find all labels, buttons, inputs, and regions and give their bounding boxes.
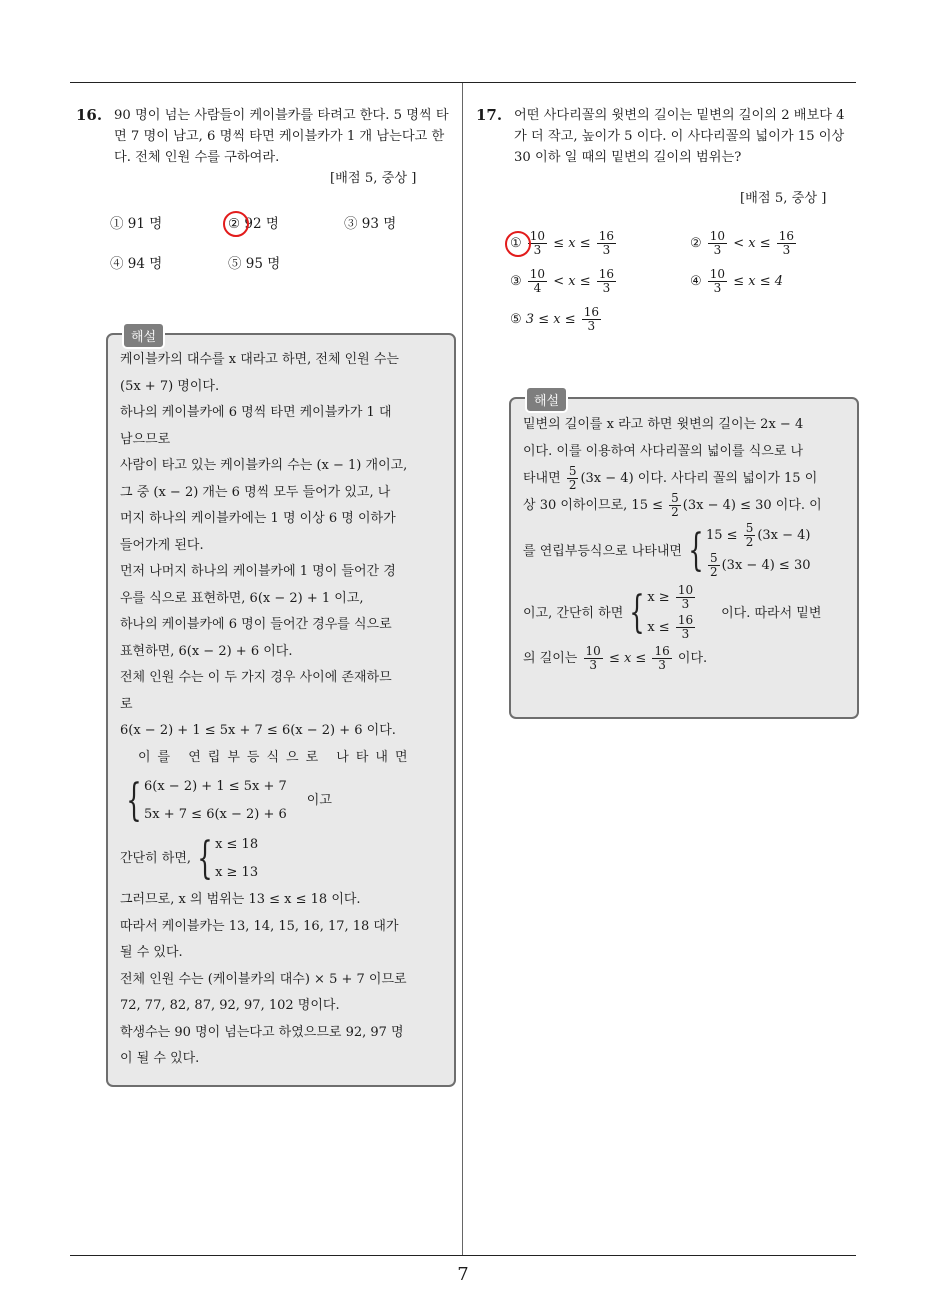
fraction: $\frac{16}{3}$	[583, 305, 600, 333]
solution-line: 학생수는 90 명이 넘는다고 하였으므로 92, 97 명	[120, 1024, 404, 1040]
solution-line: 밑변의 길이를 x 라고 하면 윗변의 길이는 2x − 4	[523, 417, 804, 432]
choice-mark: ③	[510, 274, 522, 289]
solution-line: 사람이 타고 있는 케이블카의 수는 (x − 1) 개이고,	[120, 458, 408, 473]
choice-2[interactable]	[228, 212, 279, 232]
system-line: 5x + 7 ≤ 6(x − 2) + 6	[144, 807, 287, 822]
solution-line: 를 연립부등식으로 나타내면	[523, 543, 682, 559]
solution-line: 따라서 케이블카는 13, 14, 15, 16, 17, 18 대가	[120, 918, 399, 934]
solution-text	[511, 399, 857, 682]
question-number: 16.	[76, 106, 103, 124]
system-line: 6(x − 2) + 1 ≤ 5x + 7	[144, 779, 287, 794]
q16-solution-box	[106, 330, 456, 1087]
system-line: x ≤ $\frac{16}{3}$	[647, 613, 694, 641]
solution-line: 의 길이는 $\frac{10}{3}$ ≤ x ≤ $\frac{16}{3}$ 이다.	[523, 644, 708, 672]
choice-4[interactable]	[690, 268, 783, 295]
solution-line: 케이블카의 대수를 x 대라고 하면, 전체 인원 수는	[120, 352, 399, 367]
system-line: x ≤ 18	[215, 837, 259, 852]
solution-line: 이다. 이를 이용하여 사다리꼴의 넓이를 식으로 나	[523, 444, 804, 459]
question-text: 어떤 사다리꼴의 윗변의 길이는 밑변의 길이의 2 배보다 4 가 더 작고, 높이가 5 이다. 이 사다리꼴의 넓이가 15 이상 30 이하 일 때의 밑변의 길이의 범위는?	[514, 108, 845, 165]
system-line: $\frac{5}{2}$ (3x − 4) ≤ 30	[709, 551, 811, 579]
solution-line: 6(x − 2) + 1 ≤ 5x + 7 ≤ 6(x − 2) + 6 이다.	[120, 723, 396, 738]
column-divider	[462, 83, 463, 1255]
relation: ≤ x ≤	[553, 236, 591, 251]
choice-label: 92 명	[244, 216, 279, 232]
system-line: 15 ≤ $\frac{5}{2}$ (3x − 4)	[705, 521, 811, 549]
fraction: $\frac{16}{3}$	[598, 267, 615, 295]
brace-symbol: {	[629, 587, 646, 638]
choice-mark: ⑤	[510, 312, 522, 327]
solution-line: 그러므로, x 의 범위는 13 ≤ x ≤ 18 이다.	[120, 892, 361, 907]
brace-symbol: {	[688, 525, 704, 576]
choice-label: 94 명	[127, 256, 163, 272]
solution-line: 머지 하나의 케이블카에는 1 명 이상 6 명 이하가	[120, 511, 396, 526]
system-line: x ≥ 13	[215, 865, 259, 880]
relation: < x ≤	[733, 236, 771, 251]
fraction: $\frac{10}{3}$	[709, 229, 726, 257]
solution-line: 간단히 하면,	[120, 850, 192, 866]
relation: ≤ x ≤ 4	[733, 274, 784, 289]
brace-symbol: {	[126, 775, 142, 826]
system-line: x ≥ $\frac{10}{3}$	[647, 583, 694, 611]
solution-line: 이를 연립부등식으로 나타내면	[138, 749, 415, 765]
bottom-rule	[70, 1255, 856, 1256]
solution-line: 들어가게 된다.	[120, 537, 204, 553]
solution-line: 우를 식으로 표현하면, 6(x − 2) + 1 이고,	[120, 590, 364, 606]
solution-line: 상 30 이하이므로, 15 ≤ $\frac{5}{2}$ (3x − 4) ≤ 30 이다. 이	[523, 491, 822, 519]
top-rule	[70, 82, 856, 83]
relation: < x ≤	[553, 274, 591, 289]
answer-circle-mark	[223, 211, 249, 237]
choice-5[interactable]	[510, 306, 603, 333]
choice-4[interactable]	[110, 252, 162, 272]
choice-3[interactable]	[510, 268, 618, 295]
page-number: 7	[457, 1264, 469, 1285]
q17-solution-box	[509, 394, 859, 719]
answer-circle-mark	[505, 231, 531, 257]
choice-mark: ③	[344, 216, 358, 232]
choice-mark: ④	[690, 274, 702, 289]
choice-mark: ②	[228, 216, 240, 232]
question-text: 90 명이 넘는 사람들이 케이블카를 타려고 한다. 5 명씩 타면 7 명이 남고, 6 명씩 타면 케이블카가 1 개 남는다고 한다. 전체 인원 수를 구하여라.	[114, 108, 449, 165]
system-tail: 이고	[306, 792, 332, 808]
solution-line: 남으므로	[120, 431, 171, 447]
solution-line: 타내면 $\frac{5}{2}$ (3x − 4) 이다. 사다리 꼴의 넓이가 15 이	[523, 464, 818, 492]
choice-label: 95 명	[245, 256, 281, 272]
solution-line: 이 될 수 있다.	[120, 1051, 200, 1066]
question-16	[76, 105, 454, 168]
choice-label: 93 명	[361, 216, 397, 232]
solution-line: 전체 인원 수는 (케이블카의 대수) × 5 + 7 이므로	[120, 971, 407, 987]
solution-line: 72, 77, 82, 87, 92, 97, 102 명이다.	[120, 998, 340, 1013]
question-number: 17.	[476, 106, 503, 124]
question-meta: [배점 5, 중상 ]	[330, 171, 417, 186]
solution-line: 이다. 따라서 밑변	[721, 605, 822, 621]
choice-3[interactable]	[344, 212, 396, 232]
solution-line: 그 중 (x − 2) 개는 6 명씩 모두 들어가 있고, 나	[120, 484, 391, 500]
fraction: $\frac{16}{3}$	[778, 229, 795, 257]
solution-line: 이고, 간단히 하면	[523, 605, 624, 621]
choice-mark: ⑤	[228, 256, 242, 272]
solution-line: 표현하면, 6(x − 2) + 6 이다.	[120, 643, 293, 659]
fraction: $\frac{16}{3}$	[598, 229, 615, 257]
choice-mark: ①	[510, 236, 522, 251]
choice-mark: ②	[690, 236, 702, 251]
question-17	[476, 105, 856, 168]
solution-line: 먼저 나머지 하나의 케이블카에 1 명이 들어간 경	[120, 564, 396, 579]
choice-5[interactable]	[228, 252, 280, 272]
fraction: $\frac{10}{4}$	[529, 267, 546, 295]
solution-line: 하나의 케이블카에 6 명씩 타면 케이블카가 1 대	[120, 405, 392, 420]
brace-symbol: {	[197, 833, 213, 884]
simplified-system	[523, 583, 845, 643]
choice-1[interactable]	[510, 230, 618, 257]
solution-line: 하나의 케이블카에 6 명이 들어간 경우를 식으로	[120, 617, 392, 632]
question-meta: [배점 5, 중상 ]	[740, 191, 827, 206]
choice-1[interactable]	[110, 212, 162, 232]
inequality-system	[523, 521, 845, 581]
solution-line: 될 수 있다.	[120, 945, 183, 960]
inequality-system	[120, 773, 442, 829]
choice-2[interactable]	[690, 230, 798, 257]
relation: 3 ≤ x ≤	[525, 312, 576, 327]
solution-label: 해설	[525, 386, 568, 413]
solution-label: 해설	[122, 322, 165, 349]
choice-mark: ④	[110, 256, 124, 272]
solution-line: 전체 인원 수는 이 두 가지 경우 사이에 존재하므	[120, 670, 392, 685]
solution-line: (5x + 7) 명이다.	[120, 378, 220, 394]
fraction: $\frac{10}{3}$	[709, 267, 726, 295]
choice-mark: ①	[110, 216, 124, 232]
fraction: $\frac{10}{3}$	[529, 229, 546, 257]
choice-label: 91 명	[127, 216, 163, 232]
solution-text	[108, 335, 454, 1083]
solution-line: 로	[120, 696, 133, 712]
simplified-system	[120, 831, 442, 887]
